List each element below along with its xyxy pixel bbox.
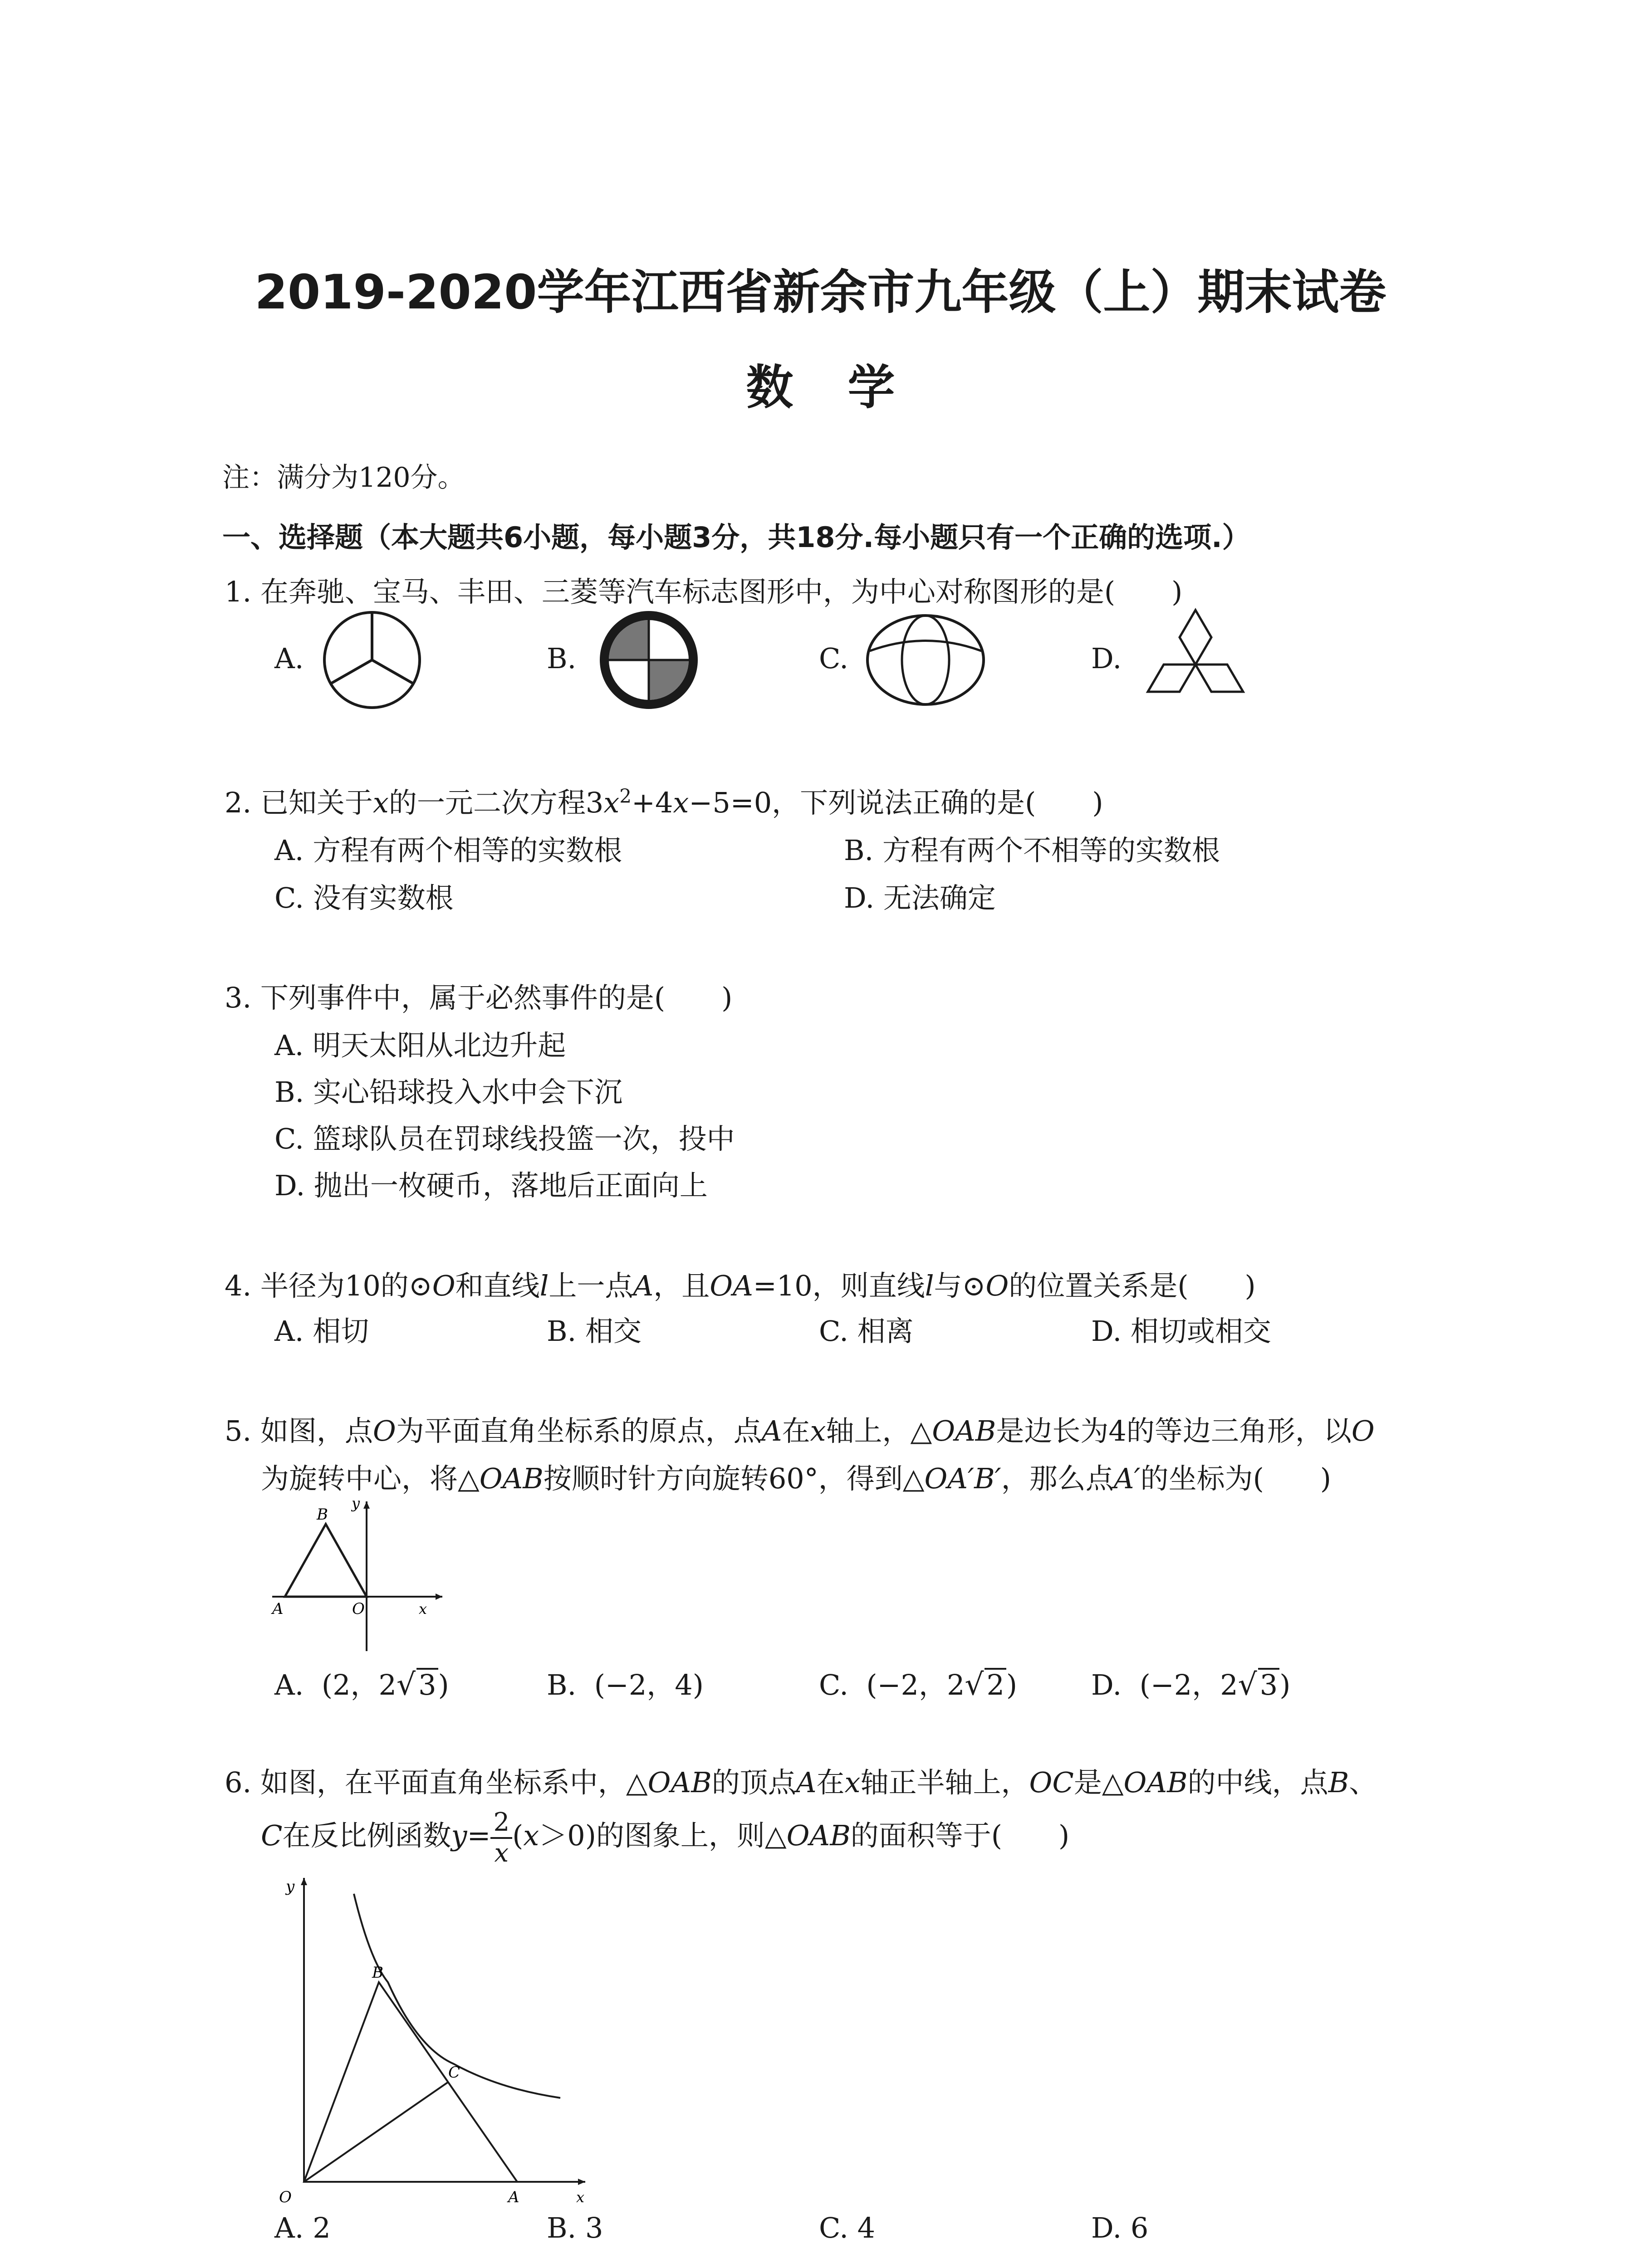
bmw-logo-icon bbox=[597, 608, 701, 712]
label-o: O bbox=[352, 1600, 365, 1618]
q6-option-c: C. 4 bbox=[819, 2211, 876, 2244]
q1-option-d: D. bbox=[1091, 642, 1122, 675]
label-x: x bbox=[419, 1600, 427, 1618]
var: x bbox=[844, 1766, 861, 1799]
q5-option-a bbox=[274, 1662, 449, 1703]
question-number: 6. bbox=[225, 1766, 252, 1799]
var: A bbox=[633, 1269, 654, 1302]
stem-text: 在 bbox=[782, 1414, 810, 1447]
question-6-line-1 bbox=[225, 1760, 1377, 1800]
option-letter: C. bbox=[819, 1668, 848, 1701]
q6-option-d: D. 6 bbox=[1091, 2211, 1149, 2244]
q6-option-b: B. 3 bbox=[547, 2211, 603, 2244]
stem-text: 、 bbox=[1349, 1766, 1377, 1799]
stem-text: +4 bbox=[632, 786, 673, 819]
question-number: 1. bbox=[225, 575, 252, 608]
q5-triangle-figure bbox=[263, 1492, 454, 1656]
fraction-numerator: 2 bbox=[490, 1810, 512, 1839]
label-x: x bbox=[576, 2189, 585, 2206]
option-text: ) bbox=[1279, 1668, 1291, 1701]
label-c: C bbox=[448, 2063, 460, 2082]
q3-option-a: A. 明天太阳从北边升起 bbox=[274, 1029, 566, 1062]
q5-option-b bbox=[547, 1662, 704, 1703]
q2-option-b: B. 方程有两个不相等的实数根 bbox=[844, 834, 1220, 867]
mercedes-logo-icon bbox=[320, 608, 424, 712]
stem-text: −5=0，下列说法正确的是( ) bbox=[689, 786, 1103, 819]
score-note: 注：满分为120分。 bbox=[222, 462, 465, 494]
q3-option-b: B. 实心铅球投入水中会下沉 bbox=[274, 1075, 622, 1109]
stem-text: = bbox=[467, 1819, 491, 1853]
stem-text: 在 bbox=[816, 1766, 845, 1799]
var: OAB bbox=[479, 1462, 544, 1495]
question-5-line-2 bbox=[261, 1456, 1331, 1496]
stem-text: 为旋转中心，将△ bbox=[261, 1462, 480, 1495]
q4-option-d: D. 相切或相交 bbox=[1091, 1315, 1271, 1348]
stem-text: ，那么点 bbox=[1001, 1462, 1114, 1495]
var: y bbox=[451, 1819, 467, 1853]
var-x: x bbox=[372, 786, 389, 819]
stem-text: 是△ bbox=[1073, 1766, 1124, 1799]
q3-option-c: C. 篮球队员在罚球线投篮一次，投中 bbox=[274, 1122, 735, 1155]
section-heading: 一、选择题（本大题共6小题，每小题3分，共18分.每小题只有一个正确的选项.） bbox=[222, 521, 1250, 554]
var: OA bbox=[710, 1269, 753, 1302]
question-5-line-1 bbox=[225, 1408, 1375, 1449]
label-b: B bbox=[372, 1964, 383, 1982]
stem-text: 半径为10的⊙ bbox=[260, 1269, 432, 1302]
q1-option-b: B. bbox=[547, 642, 577, 675]
var: B bbox=[1328, 1766, 1349, 1799]
q4-option-b: B. 相交 bbox=[547, 1315, 642, 1348]
stem-text: =10，则直线 bbox=[753, 1269, 925, 1302]
question-1 bbox=[225, 569, 1182, 610]
stem-text: 的位置关系是( ) bbox=[1009, 1269, 1256, 1302]
sqrt-sign: √ bbox=[397, 1667, 416, 1702]
q2-option-c: C. 没有实数根 bbox=[274, 881, 454, 914]
var: x bbox=[810, 1414, 826, 1447]
var: OAB bbox=[786, 1819, 851, 1853]
var: O bbox=[372, 1414, 396, 1447]
option-letter: B. bbox=[547, 1668, 577, 1701]
exponent: 2 bbox=[619, 785, 632, 807]
var: A bbox=[761, 1414, 782, 1447]
stem-text: 如图，点 bbox=[260, 1414, 373, 1447]
sqrt-sign: √ bbox=[1238, 1667, 1257, 1702]
var: OAB bbox=[932, 1414, 996, 1447]
stem-text: 是边长为4的等边三角形，以 bbox=[996, 1414, 1352, 1447]
q1-option-c: C. bbox=[819, 642, 848, 675]
stem-text: ( bbox=[512, 1819, 524, 1853]
var: A′ bbox=[1113, 1462, 1141, 1495]
stem-text: 轴上，△ bbox=[826, 1414, 932, 1447]
option-text: (2，2 bbox=[321, 1668, 397, 1701]
question-2 bbox=[225, 780, 1103, 821]
var: l bbox=[539, 1269, 549, 1302]
var: A bbox=[796, 1766, 817, 1799]
stem-text: 的一元二次方程3 bbox=[388, 786, 604, 819]
option-text: (−2，4) bbox=[594, 1668, 704, 1701]
option-letter: D. bbox=[1091, 1668, 1122, 1701]
q3-option-d: D. 抛出一枚硬币，落地后正面向上 bbox=[274, 1169, 708, 1202]
toyota-logo-icon bbox=[864, 612, 987, 708]
stem-text: 的顶点 bbox=[711, 1766, 796, 1799]
stem-text: 的坐标为( ) bbox=[1140, 1462, 1332, 1495]
stem-text: 的中线，点 bbox=[1187, 1766, 1328, 1799]
q4-option-c: C. 相离 bbox=[819, 1315, 914, 1348]
label-y: y bbox=[286, 1877, 295, 1896]
q6-option-a: A. 2 bbox=[274, 2211, 331, 2244]
stem-text: 如图，在平面直角坐标系中，△ bbox=[260, 1766, 648, 1799]
stem-text: 为平面直角坐标系的原点，点 bbox=[396, 1414, 762, 1447]
var-x: x bbox=[673, 786, 689, 819]
var-x: x bbox=[603, 786, 620, 819]
q6-hyperbola-figure bbox=[268, 1869, 612, 2204]
var: O bbox=[985, 1269, 1009, 1302]
question-stem: 下列事件中，属于必然事件的是( ) bbox=[260, 981, 733, 1014]
option-text: (−2，2 bbox=[866, 1668, 965, 1701]
sqrt-sign: √ bbox=[965, 1667, 984, 1702]
var: x bbox=[523, 1819, 539, 1853]
question-4 bbox=[225, 1263, 1256, 1304]
fraction bbox=[490, 1810, 512, 1866]
option-text: ) bbox=[1006, 1668, 1018, 1701]
stem-text: ，且 bbox=[653, 1269, 710, 1302]
stem-text: 轴正半轴上， bbox=[860, 1766, 1029, 1799]
label-a: A bbox=[272, 1600, 284, 1618]
stem-text: ＞0)的图象上，则△ bbox=[539, 1819, 787, 1853]
q1-option-a: A. bbox=[274, 642, 304, 675]
var: l bbox=[925, 1269, 934, 1302]
fraction-denominator: x bbox=[494, 1838, 509, 1868]
stem-text: 的面积等于( ) bbox=[850, 1819, 1070, 1853]
label-b: B bbox=[317, 1505, 328, 1524]
mitsubishi-logo-icon bbox=[1136, 608, 1254, 717]
q5-option-c bbox=[819, 1662, 1017, 1703]
radicand: 2 bbox=[985, 1668, 1006, 1701]
radicand: 3 bbox=[416, 1668, 438, 1701]
q2-option-a: A. 方程有两个相等的实数根 bbox=[274, 834, 622, 867]
stem-text: 已知关于 bbox=[260, 786, 373, 819]
option-letter: A. bbox=[274, 1668, 304, 1701]
label-y: y bbox=[352, 1495, 360, 1512]
label-o: O bbox=[279, 2188, 292, 2206]
question-stem: 在奔驰、宝马、丰田、三菱等汽车标志图形中，为中心对称图形的是( ) bbox=[260, 575, 1183, 608]
question-6-line-2 bbox=[261, 1810, 1069, 1866]
option-text: ) bbox=[438, 1668, 449, 1701]
option-text: (−2，2 bbox=[1139, 1668, 1238, 1701]
exam-subject: 数学 bbox=[746, 360, 950, 415]
question-number: 3. bbox=[225, 981, 252, 1014]
question-number: 4. bbox=[225, 1269, 252, 1302]
question-3 bbox=[225, 975, 732, 1016]
label-a: A bbox=[508, 2188, 519, 2206]
var: OAB bbox=[647, 1766, 712, 1799]
var: OA′B′ bbox=[924, 1462, 1001, 1495]
var: OC bbox=[1029, 1766, 1074, 1799]
stem-text: 和直线 bbox=[455, 1269, 540, 1302]
stem-text: 与⊙ bbox=[934, 1269, 986, 1302]
var: O bbox=[432, 1269, 456, 1302]
var: C bbox=[261, 1819, 283, 1853]
question-number: 2. bbox=[225, 786, 252, 819]
q5-option-d bbox=[1091, 1662, 1290, 1703]
stem-text: 上一点 bbox=[549, 1269, 633, 1302]
radicand: 3 bbox=[1258, 1668, 1279, 1701]
q4-option-a: A. 相切 bbox=[274, 1315, 369, 1348]
stem-text: 按顺时针方向旋转60°，得到△ bbox=[543, 1462, 925, 1495]
var: OAB bbox=[1123, 1766, 1188, 1799]
exam-title: 2019-2020学年江西省新余市九年级（上）期末试卷 bbox=[255, 264, 1386, 320]
question-number: 5. bbox=[225, 1414, 252, 1447]
stem-text: 在反比例函数 bbox=[282, 1819, 451, 1853]
q2-option-d: D. 无法确定 bbox=[844, 881, 996, 914]
var: O bbox=[1351, 1414, 1375, 1447]
